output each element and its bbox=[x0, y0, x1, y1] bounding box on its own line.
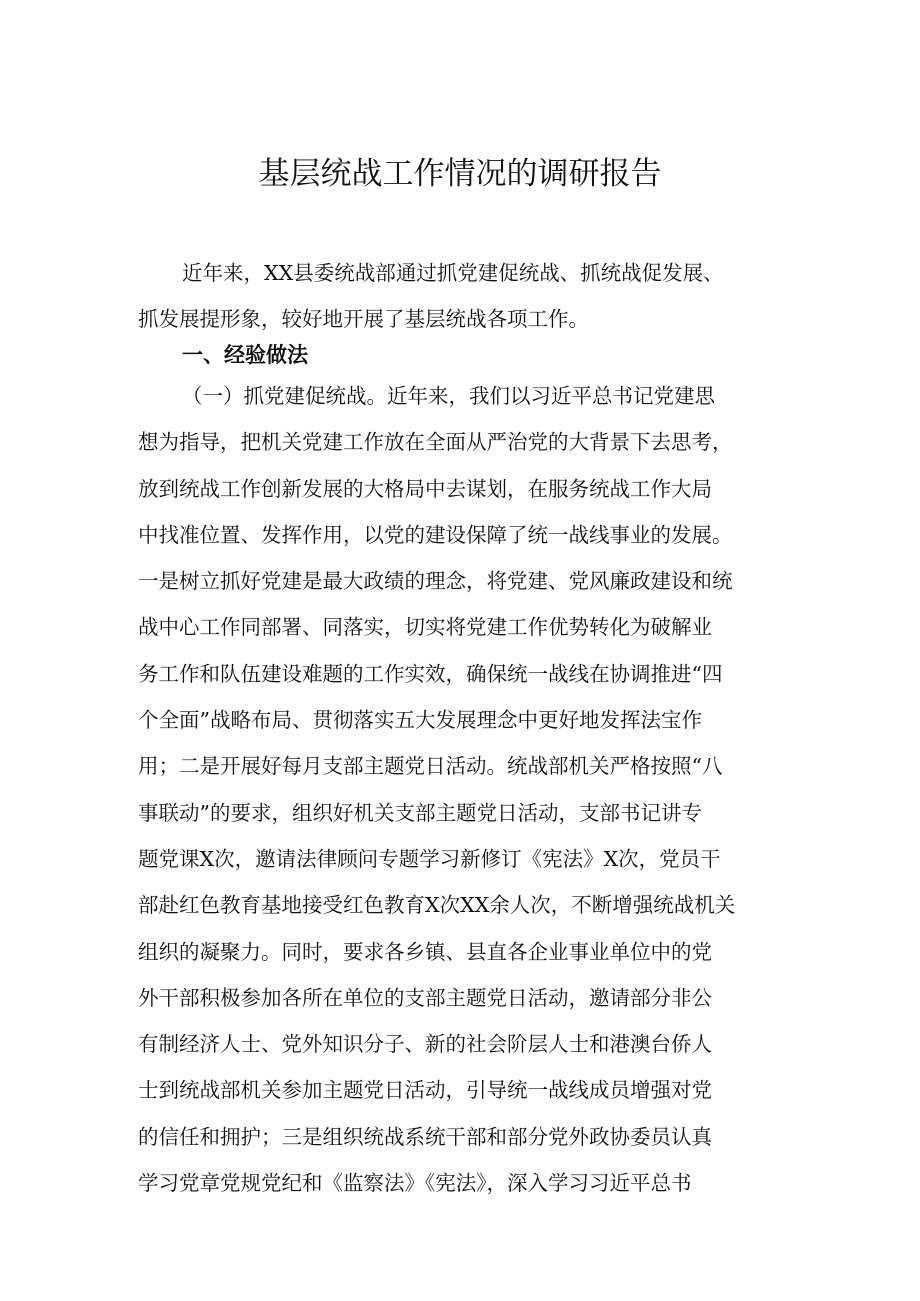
paragraph-line: 用；二是开展好每月支部主题党日活动。统战部机关严格按照“八 bbox=[138, 754, 723, 779]
document-title: 基层统战工作情况的调研报告 bbox=[258, 156, 662, 192]
paragraph-line: 想为指导，把机关党建工作放在全面从严治党的大背景下去思考， bbox=[138, 430, 733, 455]
section-heading: 一、经验做法 bbox=[182, 343, 308, 367]
paragraph-line: 部赴红色教育基地接受红色教育X次XX余人次，不断增强统战机关 bbox=[138, 893, 736, 918]
intro-paragraph bbox=[138, 250, 790, 343]
paragraph-line: 题党课X次，邀请法律顾问专题学习新修订《宪法》X次，党员干 bbox=[138, 846, 721, 871]
paragraph-line: 一是树立抓好党建是最大政绩的理念，将党建、党风廉政建设和统 bbox=[138, 569, 733, 594]
paragraph-line: 学习党章党规党纪和《监察法》《宪法》，深入学习习近平总书 bbox=[138, 1171, 692, 1196]
intro-line: 抓发展提形象，较好地开展了基层统战各项工作。 bbox=[138, 307, 589, 332]
paragraph-line: 放到统战工作创新发展的大格局中去谋划，在服务统战工作大局 bbox=[138, 476, 712, 501]
paragraph-line: 事联动”的要求，组织好机关支部主题党日活动，支部书记讲专 bbox=[138, 800, 702, 825]
paragraph-line: 组织的凝聚力。同时，要求各乡镇、县直各企业事业单位中的党 bbox=[138, 939, 712, 964]
paragraph-line: （一）抓党建促统战。近年来，我们以习近平总书记党建思 bbox=[182, 384, 715, 408]
paragraph-line: 士到统战部机关参加主题党日活动，引导统一战线成员增强对党 bbox=[138, 1078, 712, 1103]
paragraph-line: 外干部积极参加各所在单位的支部主题党日活动，邀请部分非公 bbox=[138, 985, 712, 1010]
paragraph-line: 的信任和拥护；三是组织统战系统干部和部分党外政协委员认真 bbox=[138, 1124, 712, 1149]
paragraph-line: 战中心工作同部署、同落实，切实将党建工作优势转化为破解业 bbox=[138, 615, 712, 640]
paragraph-line: 个全面”战略布局、贯彻落实五大发展理念中更好地发挥法宝作 bbox=[138, 708, 702, 733]
paragraph-line: 中找准位置、发挥作用，以党的建设保障了统一战线事业的发展。 bbox=[138, 522, 733, 547]
section-paragraph bbox=[138, 373, 790, 1206]
paragraph-line: 务工作和队伍建设难题的工作实效，确保统一战线在协调推进“四 bbox=[138, 661, 723, 686]
paragraph-line: 有制经济人士、党外知识分子、新的社会阶层人士和港澳台侨人 bbox=[138, 1032, 712, 1057]
intro-line: 近年来，XX县委统战部通过抓党建促统战、抓统战促发展、 bbox=[182, 261, 724, 285]
